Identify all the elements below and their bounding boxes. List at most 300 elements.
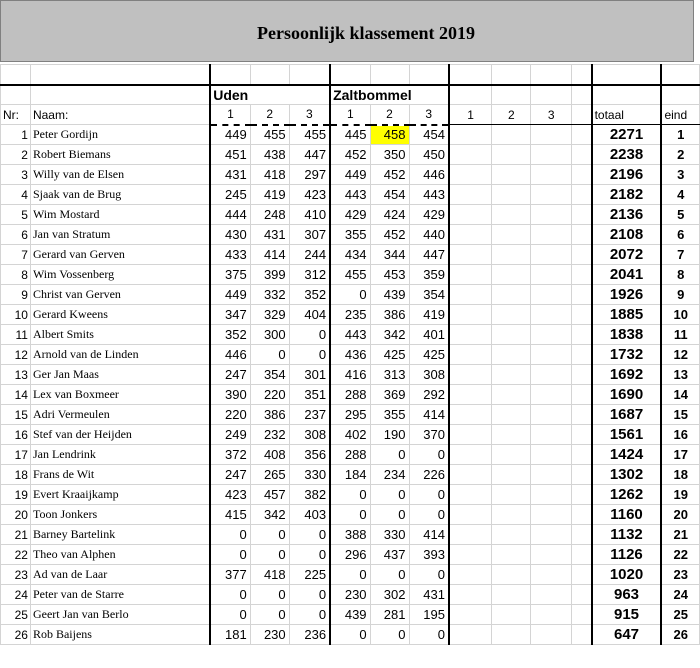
final-rank: 7 <box>661 245 699 265</box>
score-cell <box>531 525 572 545</box>
score-cell: 452 <box>370 165 409 185</box>
name-header: Naam: <box>30 105 210 125</box>
score-cell: 449 <box>210 285 250 305</box>
round-header: 1 <box>330 105 370 125</box>
spacer-cell <box>572 305 592 325</box>
score-cell <box>449 465 492 485</box>
player-name: Arnold van de Linden <box>30 345 210 365</box>
score-cell: 355 <box>330 225 370 245</box>
table-row <box>1 285 700 305</box>
player-name: Ger Jan Maas <box>30 365 210 385</box>
score-cell <box>531 165 572 185</box>
final-rank: 16 <box>661 425 699 445</box>
score-cell <box>449 405 492 425</box>
score-cell: 447 <box>409 245 449 265</box>
score-cell <box>531 265 572 285</box>
final-rank: 13 <box>661 365 699 385</box>
score-cell <box>531 405 572 425</box>
total-score: 1020 <box>592 565 662 585</box>
rank-number: 20 <box>1 505 31 525</box>
score-cell: 220 <box>210 405 250 425</box>
score-cell: 434 <box>330 245 370 265</box>
score-cell <box>449 325 492 345</box>
score-cell <box>449 525 492 545</box>
spacer-cell <box>572 245 592 265</box>
score-cell: 423 <box>210 485 250 505</box>
player-name: Jan van Stratum <box>30 225 210 245</box>
score-cell: 0 <box>289 525 330 545</box>
player-name: Christ van Gerven <box>30 285 210 305</box>
score-cell: 0 <box>330 285 370 305</box>
score-cell <box>492 485 531 505</box>
final-rank: 14 <box>661 385 699 405</box>
table-row <box>1 505 700 525</box>
final-rank: 11 <box>661 325 699 345</box>
score-cell: 449 <box>330 165 370 185</box>
score-cell: 370 <box>409 425 449 445</box>
spacer-cell <box>572 425 592 445</box>
score-cell: 439 <box>370 285 409 305</box>
round-header: 2 <box>250 105 289 125</box>
spacer-cell <box>572 545 592 565</box>
rank-number: 13 <box>1 365 31 385</box>
score-cell <box>531 605 572 625</box>
score-cell: 190 <box>370 425 409 445</box>
total-score: 2271 <box>592 125 662 145</box>
score-cell <box>531 245 572 265</box>
score-cell <box>449 445 492 465</box>
table-row <box>1 365 700 385</box>
spacer-cell <box>572 445 592 465</box>
total-score: 1262 <box>592 485 662 505</box>
score-cell <box>492 165 531 185</box>
spacer-cell <box>572 185 592 205</box>
score-cell: 244 <box>289 245 330 265</box>
rank-number: 8 <box>1 265 31 285</box>
score-cell: 418 <box>250 165 289 185</box>
score-cell <box>492 325 531 345</box>
table-row <box>1 165 700 185</box>
score-cell <box>449 365 492 385</box>
score-cell <box>531 285 572 305</box>
location-zaltbommel: Zaltbommel <box>330 85 449 105</box>
rank-number: 17 <box>1 445 31 465</box>
score-cell: 402 <box>330 425 370 445</box>
score-cell <box>531 465 572 485</box>
score-cell: 414 <box>250 245 289 265</box>
score-cell: 425 <box>409 345 449 365</box>
score-cell: 425 <box>370 345 409 365</box>
final-rank: 9 <box>661 285 699 305</box>
score-cell <box>492 525 531 545</box>
total-score: 1160 <box>592 505 662 525</box>
round-header-row <box>1 105 700 125</box>
score-cell <box>492 125 531 145</box>
score-cell: 312 <box>289 265 330 285</box>
score-cell: 342 <box>370 325 409 345</box>
score-cell: 377 <box>210 565 250 585</box>
score-cell <box>531 625 572 645</box>
round-header: 2 <box>370 105 409 125</box>
table-row <box>1 445 700 465</box>
score-cell: 300 <box>250 325 289 345</box>
rank-number: 4 <box>1 185 31 205</box>
score-cell: 0 <box>250 345 289 365</box>
score-cell: 452 <box>370 225 409 245</box>
score-cell <box>531 125 572 145</box>
score-cell: 220 <box>250 385 289 405</box>
rank-number: 15 <box>1 405 31 425</box>
score-cell <box>492 305 531 325</box>
score-cell <box>492 425 531 445</box>
player-name: Toon Jonkers <box>30 505 210 525</box>
score-cell: 408 <box>250 445 289 465</box>
final-rank: 1 <box>661 125 699 145</box>
player-name: Albert Smits <box>30 325 210 345</box>
round-header: 3 <box>289 105 330 125</box>
table-row <box>1 245 700 265</box>
score-cell: 419 <box>409 305 449 325</box>
score-cell: 440 <box>409 225 449 245</box>
total-score: 1302 <box>592 465 662 485</box>
player-name: Sjaak van de Brug <box>30 185 210 205</box>
table-row <box>1 405 700 425</box>
final-rank: 5 <box>661 205 699 225</box>
score-cell <box>531 565 572 585</box>
player-name: Barney Bartelink <box>30 525 210 545</box>
score-cell: 443 <box>330 185 370 205</box>
player-name: Evert Kraaijkamp <box>30 485 210 505</box>
score-cell: 404 <box>289 305 330 325</box>
location-uden: Uden <box>210 85 330 105</box>
score-cell: 401 <box>409 325 449 345</box>
score-cell: 375 <box>210 265 250 285</box>
score-cell: 431 <box>409 585 449 605</box>
total-score: 2196 <box>592 165 662 185</box>
score-cell: 386 <box>370 305 409 325</box>
player-name: Ad van de Laar <box>30 565 210 585</box>
final-rank: 17 <box>661 445 699 465</box>
score-cell: 0 <box>409 485 449 505</box>
rank-number: 2 <box>1 145 31 165</box>
total-score: 2238 <box>592 145 662 165</box>
player-name: Stef van der Heijden <box>30 425 210 445</box>
score-cell: 414 <box>409 405 449 425</box>
final-rank: 6 <box>661 225 699 245</box>
score-cell <box>531 585 572 605</box>
score-cell <box>492 585 531 605</box>
score-cell: 352 <box>289 285 330 305</box>
score-cell: 449 <box>210 125 250 145</box>
score-cell <box>531 145 572 165</box>
score-cell <box>531 185 572 205</box>
score-cell: 433 <box>210 245 250 265</box>
score-cell: 350 <box>370 145 409 165</box>
score-cell: 354 <box>409 285 449 305</box>
final-rank: 4 <box>661 185 699 205</box>
final-rank: 12 <box>661 345 699 365</box>
score-cell: 447 <box>289 145 330 165</box>
score-cell <box>449 505 492 525</box>
player-name: Frans de Wit <box>30 465 210 485</box>
score-cell: 431 <box>250 225 289 245</box>
score-cell: 0 <box>250 525 289 545</box>
score-cell: 0 <box>409 445 449 465</box>
final-rank: 23 <box>661 565 699 585</box>
score-cell: 382 <box>289 485 330 505</box>
score-cell <box>492 285 531 305</box>
score-cell: 0 <box>409 505 449 525</box>
table-row <box>1 225 700 245</box>
player-name: Lex van Boxmeer <box>30 385 210 405</box>
score-cell: 429 <box>330 205 370 225</box>
round-header: 3 <box>409 105 449 125</box>
score-cell: 302 <box>370 585 409 605</box>
total-score: 1687 <box>592 405 662 425</box>
spacer-cell <box>572 525 592 545</box>
ranking-table <box>0 64 700 645</box>
score-cell <box>531 505 572 525</box>
score-cell: 369 <box>370 385 409 405</box>
score-cell <box>449 125 492 145</box>
score-cell <box>492 405 531 425</box>
score-cell: 0 <box>330 565 370 585</box>
total-score: 1732 <box>592 345 662 365</box>
score-cell <box>449 265 492 285</box>
score-cell <box>531 485 572 505</box>
score-cell: 443 <box>409 185 449 205</box>
rank-number: 26 <box>1 625 31 645</box>
score-cell <box>531 225 572 245</box>
player-name: Adri Vermeulen <box>30 405 210 425</box>
player-name: Gerard Kweens <box>30 305 210 325</box>
score-cell: 247 <box>210 365 250 385</box>
score-cell: 288 <box>330 445 370 465</box>
total-score: 1132 <box>592 525 662 545</box>
spacer-cell <box>572 485 592 505</box>
table-row <box>1 205 700 225</box>
score-cell <box>449 585 492 605</box>
score-cell <box>449 185 492 205</box>
score-cell <box>449 145 492 165</box>
score-cell: 236 <box>289 625 330 645</box>
score-cell: 0 <box>330 505 370 525</box>
player-name: Willy van de Elsen <box>30 165 210 185</box>
round-header: 1 <box>210 105 250 125</box>
score-cell: 455 <box>289 125 330 145</box>
total-score: 1561 <box>592 425 662 445</box>
player-name: Peter Gordijn <box>30 125 210 145</box>
total-score: 647 <box>592 625 662 645</box>
score-cell: 437 <box>370 545 409 565</box>
final-rank: 22 <box>661 545 699 565</box>
score-cell: 450 <box>409 145 449 165</box>
score-cell <box>492 145 531 165</box>
score-cell: 445 <box>330 125 370 145</box>
rank-number: 23 <box>1 565 31 585</box>
score-cell <box>449 565 492 585</box>
score-cell: 430 <box>210 225 250 245</box>
score-cell: 225 <box>289 565 330 585</box>
score-cell: 0 <box>330 485 370 505</box>
score-cell <box>492 445 531 465</box>
score-cell: 0 <box>289 345 330 365</box>
score-cell: 419 <box>250 185 289 205</box>
total-score: 1885 <box>592 305 662 325</box>
score-cell: 265 <box>250 465 289 485</box>
final-rank: 21 <box>661 525 699 545</box>
score-cell: 386 <box>250 405 289 425</box>
score-cell: 296 <box>330 545 370 565</box>
spacer-cell <box>572 345 592 365</box>
score-cell: 342 <box>250 505 289 525</box>
spacer-cell <box>572 385 592 405</box>
score-cell: 439 <box>330 605 370 625</box>
score-cell: 235 <box>330 305 370 325</box>
score-cell: 454 <box>409 125 449 145</box>
table-row <box>1 385 700 405</box>
score-cell: 0 <box>330 625 370 645</box>
table-row <box>1 545 700 565</box>
score-cell: 355 <box>370 405 409 425</box>
table-row <box>1 305 700 325</box>
score-cell: 429 <box>409 205 449 225</box>
total-score: 915 <box>592 605 662 625</box>
score-cell <box>531 325 572 345</box>
rank-number: 6 <box>1 225 31 245</box>
score-cell: 297 <box>289 165 330 185</box>
score-cell <box>531 205 572 225</box>
score-cell <box>449 545 492 565</box>
rank-number: 3 <box>1 165 31 185</box>
score-cell: 399 <box>250 265 289 285</box>
table-row <box>1 585 700 605</box>
score-cell: 356 <box>289 445 330 465</box>
table-row <box>1 425 700 445</box>
score-cell: 195 <box>409 605 449 625</box>
rank-number: 9 <box>1 285 31 305</box>
spacer-row <box>1 65 700 85</box>
score-cell: 438 <box>250 145 289 165</box>
score-cell: 418 <box>250 565 289 585</box>
rank-number: 24 <box>1 585 31 605</box>
score-cell: 410 <box>289 205 330 225</box>
score-cell <box>449 285 492 305</box>
rank-number: 11 <box>1 325 31 345</box>
spacer-cell <box>572 225 592 245</box>
total-score: 2108 <box>592 225 662 245</box>
score-cell: 0 <box>289 325 330 345</box>
table-row <box>1 525 700 545</box>
score-cell <box>449 485 492 505</box>
score-cell: 245 <box>210 185 250 205</box>
score-cell: 452 <box>330 145 370 165</box>
player-name: Theo van Alphen <box>30 545 210 565</box>
table-row <box>1 325 700 345</box>
player-name: Wim Mostard <box>30 205 210 225</box>
score-cell: 0 <box>289 605 330 625</box>
score-cell: 230 <box>330 585 370 605</box>
final-rank: 26 <box>661 625 699 645</box>
rank-number: 7 <box>1 245 31 265</box>
score-cell: 0 <box>210 545 250 565</box>
score-cell: 0 <box>210 605 250 625</box>
final-rank: 18 <box>661 465 699 485</box>
final-header: eind <box>661 105 699 125</box>
score-cell: 181 <box>210 625 250 645</box>
score-cell <box>531 365 572 385</box>
title-banner <box>0 0 694 62</box>
table-row <box>1 145 700 165</box>
score-cell <box>531 445 572 465</box>
player-name: Robert Biemans <box>30 145 210 165</box>
score-cell: 0 <box>370 445 409 465</box>
score-cell: 455 <box>330 265 370 285</box>
final-rank: 24 <box>661 585 699 605</box>
score-cell <box>492 225 531 245</box>
score-cell: 458 <box>370 125 409 145</box>
score-cell: 446 <box>409 165 449 185</box>
player-name: Geert Jan van Berlo <box>30 605 210 625</box>
score-cell <box>492 245 531 265</box>
score-cell: 443 <box>330 325 370 345</box>
score-cell: 436 <box>330 345 370 365</box>
score-cell <box>449 385 492 405</box>
total-score: 1926 <box>592 285 662 305</box>
score-cell <box>449 225 492 245</box>
score-cell <box>449 425 492 445</box>
score-cell: 0 <box>409 625 449 645</box>
spacer-cell <box>572 405 592 425</box>
score-cell: 0 <box>370 565 409 585</box>
score-cell: 313 <box>370 365 409 385</box>
score-cell: 423 <box>289 185 330 205</box>
table-row <box>1 565 700 585</box>
score-cell <box>449 245 492 265</box>
score-cell <box>492 465 531 485</box>
score-cell: 292 <box>409 385 449 405</box>
score-cell <box>449 205 492 225</box>
score-cell <box>449 165 492 185</box>
final-rank: 2 <box>661 145 699 165</box>
score-cell <box>492 345 531 365</box>
score-cell: 0 <box>289 545 330 565</box>
final-rank: 15 <box>661 405 699 425</box>
total-score: 1690 <box>592 385 662 405</box>
rank-number: 5 <box>1 205 31 225</box>
score-cell: 248 <box>250 205 289 225</box>
score-cell: 455 <box>250 125 289 145</box>
score-cell: 332 <box>250 285 289 305</box>
total-score: 963 <box>592 585 662 605</box>
score-cell <box>492 185 531 205</box>
player-name: Gerard van Gerven <box>30 245 210 265</box>
score-cell: 184 <box>330 465 370 485</box>
final-rank: 8 <box>661 265 699 285</box>
score-cell: 308 <box>409 365 449 385</box>
player-name: Wim Vossenberg <box>30 265 210 285</box>
table-row <box>1 485 700 505</box>
score-cell <box>531 345 572 365</box>
score-cell: 281 <box>370 605 409 625</box>
score-cell: 0 <box>250 605 289 625</box>
score-cell <box>492 625 531 645</box>
spacer-cell <box>572 505 592 525</box>
spacer-cell <box>572 565 592 585</box>
total-score: 2041 <box>592 265 662 285</box>
player-name: Jan Lendrink <box>30 445 210 465</box>
spacer-cell <box>572 125 592 145</box>
